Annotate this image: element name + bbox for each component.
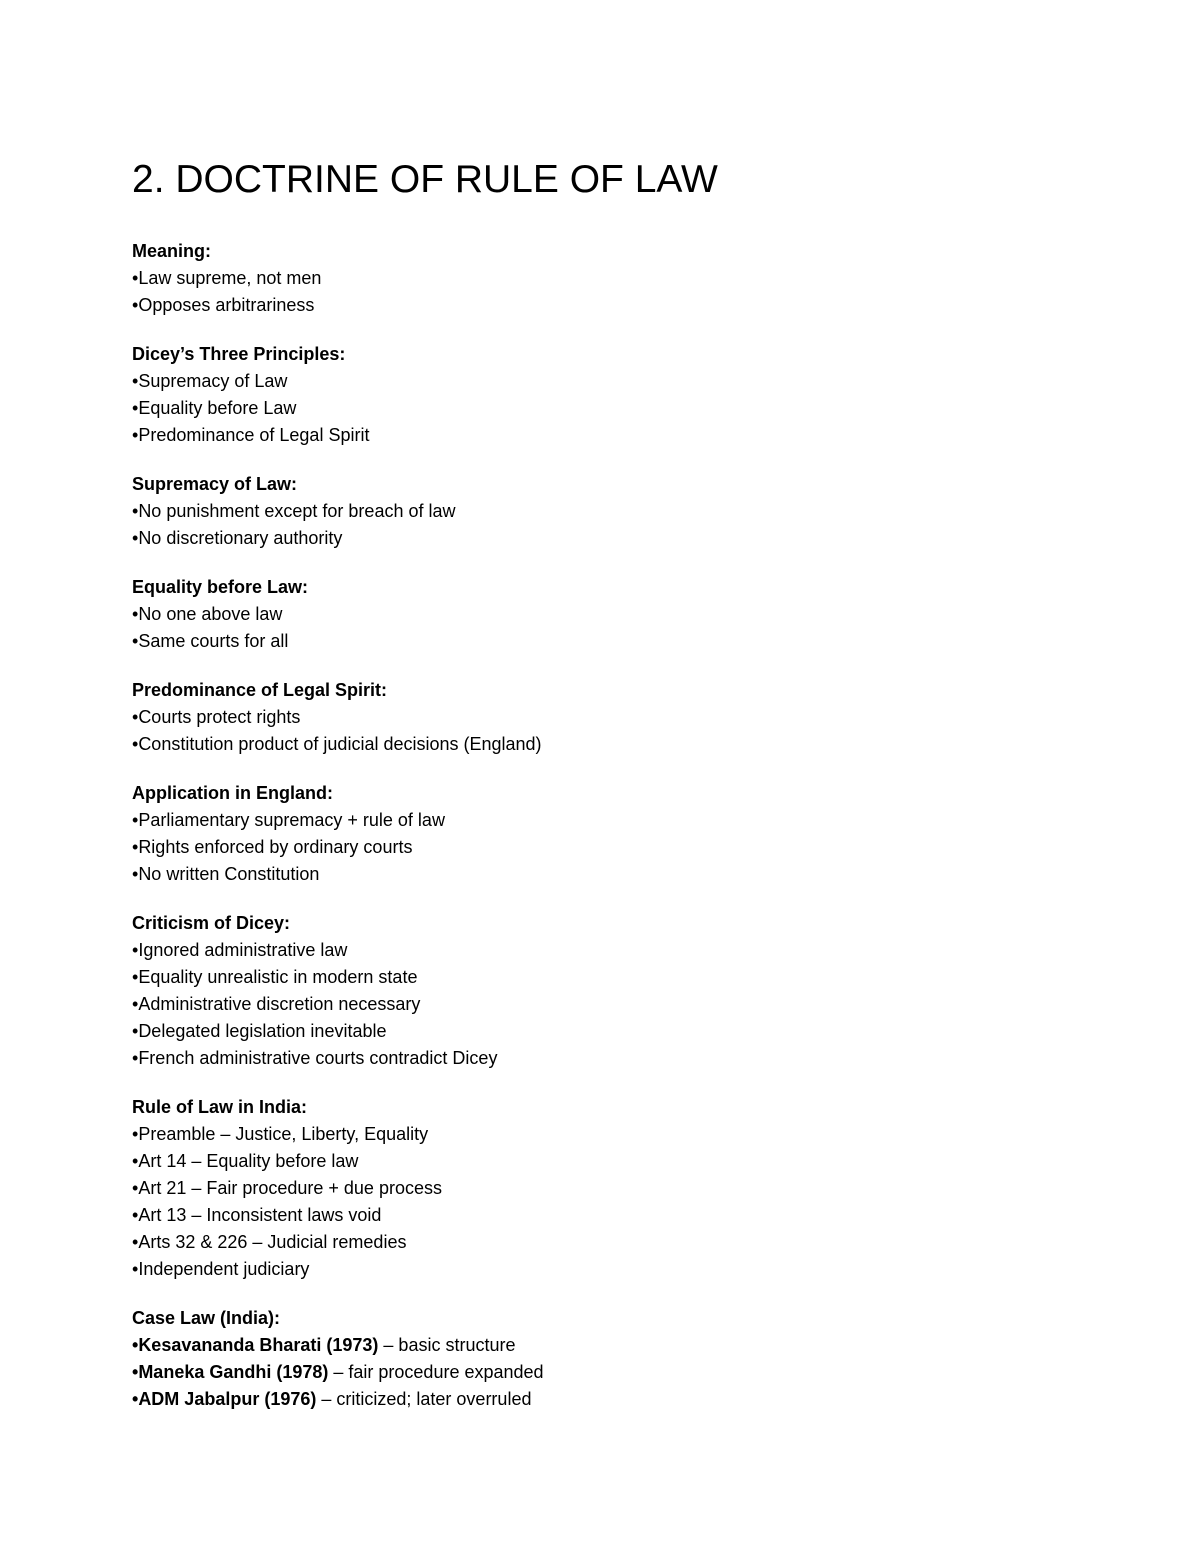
case-name: • Maneka Gandhi (1978) [132,1362,328,1382]
list-item: • Arts 32 & 226 – Judicial remedies [132,1229,1132,1256]
list-item: • Same courts for all [132,628,1132,655]
list-item: • Equality before Law [132,395,1132,422]
section-predominance-legal-spirit [132,677,1132,758]
section-heading: Rule of Law in India: [132,1097,307,1117]
bullet-list [132,704,1132,758]
section-heading: Dicey’s Three Principles: [132,344,346,364]
list-item: • Ignored administrative law [132,937,1132,964]
case-item [132,1386,1132,1413]
case-note: – basic structure [378,1335,516,1355]
section-heading: Supremacy of Law: [132,474,298,494]
case-item [132,1332,1132,1359]
list-item: • Law supreme, not men [132,265,1132,292]
list-item: • Art 14 – Equality before law [132,1148,1132,1175]
case-name: • Kesavananda Bharati (1973) [132,1335,378,1355]
case-list [132,1332,1132,1413]
bullet-list [132,265,1132,319]
bullet-list [132,498,1132,552]
case-note: – fair procedure expanded [328,1362,544,1382]
document-page [132,156,1132,1435]
section-heading: Case Law (India): [132,1308,281,1328]
bullet-list [132,601,1132,655]
list-item: • Rights enforced by ordinary courts [132,834,1132,861]
section-heading: Meaning: [132,241,211,261]
list-item: • Supremacy of Law [132,368,1132,395]
list-item: • Preamble – Justice, Liberty, Equality [132,1121,1132,1148]
section-application-england [132,780,1132,888]
list-item: • Delegated legislation inevitable [132,1018,1132,1045]
list-item: • No punishment except for breach of law [132,498,1132,525]
list-item: • Courts protect rights [132,704,1132,731]
list-item: • French administrative courts contradict Dicey [132,1045,1132,1072]
list-item: • Art 21 – Fair procedure + due process [132,1175,1132,1202]
list-item: • No one above law [132,601,1132,628]
section-meaning [132,238,1132,319]
case-note: – criticized; later overruled [316,1389,532,1409]
list-item: • Predominance of Legal Spirit [132,422,1132,449]
bullet-list [132,807,1132,888]
list-item: • Administrative discretion necessary [132,991,1132,1018]
section-rule-of-law-india [132,1094,1132,1283]
list-item: • Art 13 – Inconsistent laws void [132,1202,1132,1229]
list-item: • Independent judiciary [132,1256,1132,1283]
section-dicey-principles [132,341,1132,449]
list-item: • Parliamentary supremacy + rule of law [132,807,1132,834]
section-criticism-dicey [132,910,1132,1072]
section-heading: Predominance of Legal Spirit: [132,680,388,700]
list-item: • No written Constitution [132,861,1132,888]
section-case-law [132,1305,1132,1413]
section-heading: Application in England: [132,783,333,803]
section-heading: Equality before Law: [132,577,309,597]
page-title: 2. DOCTRINE OF RULE OF LAW [132,158,718,201]
list-item: • Constitution product of judicial decisions (England) [132,731,1132,758]
list-item: • Opposes arbitrariness [132,292,1132,319]
bullet-list [132,937,1132,1072]
section-supremacy-of-law [132,471,1132,552]
list-item: • No discretionary authority [132,525,1132,552]
case-name: • ADM Jabalpur (1976) [132,1389,316,1409]
bullet-list [132,368,1132,449]
case-item [132,1359,1132,1386]
section-heading: Criticism of Dicey: [132,913,291,933]
section-equality-before-law [132,574,1132,655]
list-item: • Equality unrealistic in modern state [132,964,1132,991]
bullet-list [132,1121,1132,1283]
